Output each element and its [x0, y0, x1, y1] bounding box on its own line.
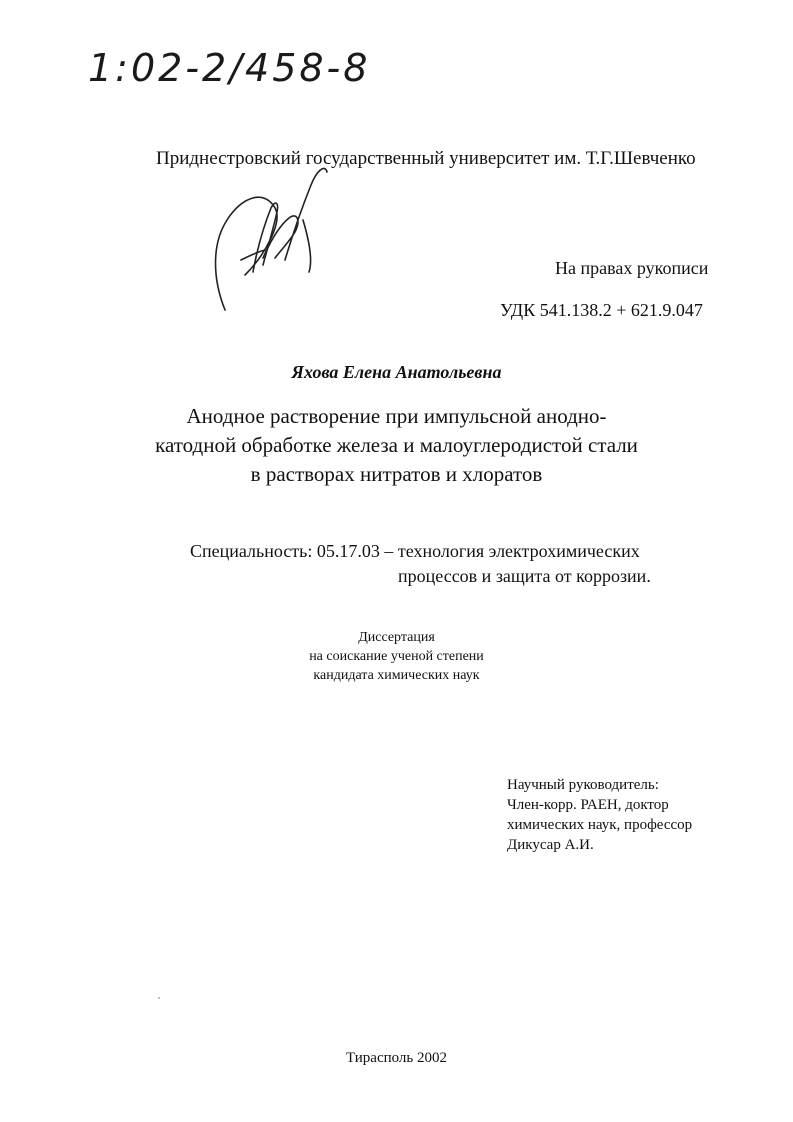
supervisor-line: химических наук, профессор: [507, 817, 693, 833]
degree-line: кандидата химических наук: [313, 668, 480, 683]
title-line: катодной обработке железа и малоуглеродистой стали: [155, 433, 638, 457]
supervisor-line: Научный руководитель:: [507, 777, 659, 793]
manuscript-rights-notice: На правах рукописи: [555, 258, 709, 278]
specialty-line-continued: процессов и защита от коррозии.: [398, 566, 651, 586]
degree-statement: [0, 628, 793, 685]
city-and-year: Тирасполь 2002: [345, 1050, 448, 1066]
university-name: Приднестровский государственный университет им. Т.Г.Шевченко: [156, 148, 696, 169]
supervisor-line: Дикусар А.И.: [507, 837, 594, 853]
title-line: в растворах нитратов и хлоратов: [250, 462, 543, 486]
archive-number-handwritten: 1:02-2/458-8: [88, 46, 371, 90]
udk-code: УДК 541.138.2 + 621.9.047: [500, 300, 703, 320]
degree-line: на соискание ученой степени: [309, 649, 484, 664]
signature-scribble: [205, 160, 335, 320]
dissertation-title: [0, 402, 793, 489]
scan-speck: [158, 997, 160, 999]
degree-line: Диссертация: [358, 630, 435, 645]
specialty-line: Специальность: 05.17.03 – технология электрохимических: [190, 541, 640, 561]
title-line: Анодное растворение при импульсной анодно-: [186, 404, 607, 428]
author-name: Яхова Елена Анатольевна: [291, 362, 502, 382]
supervisor-line: Член-корр. РАЕН, доктор: [507, 797, 669, 813]
scientific-supervisor: [507, 775, 692, 855]
